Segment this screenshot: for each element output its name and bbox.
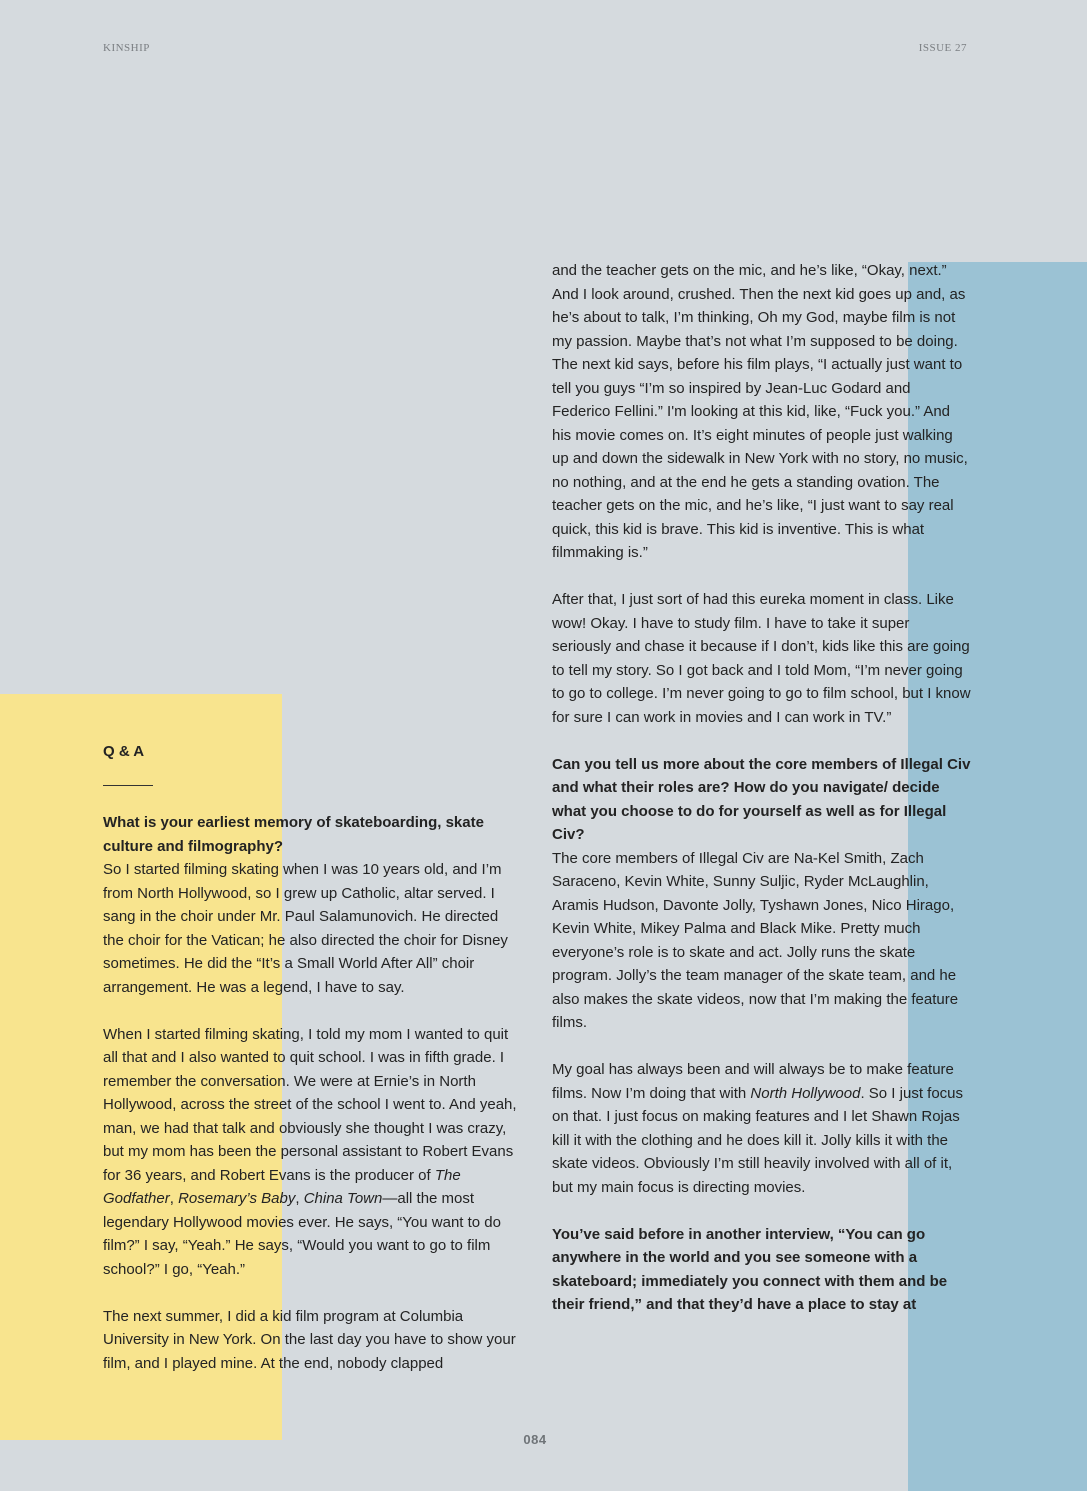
section-label: Q & A [103, 743, 145, 760]
answer-2-paragraph-2: My goal has always been and will always be to make feature films. Now I’m doing that with North Hollywood. So I just focus on that. I just focus on making features and I let Shawn Rojas kill it with the clothing and he does kill it. Jolly kills it with the skate videos. Obviously I’m still heavily involved with all of it, but my main focus is directing movies. [552, 1061, 963, 1196]
answer-1-paragraph-1: So I started filming skating when I was 10 years old, and I’m from North Hollywood, so I grew up Catholic, altar served. I sang in the choir under Mr. Paul Salamunovich. He directed the choir for the Vatican; he also directed the choir for Disney sometimes. He did the “It’s a Small World After All” choir arrangement. He was a legend, I have to say. [103, 861, 508, 996]
magazine-name: KINSHIP [103, 42, 150, 54]
film-title-godfather: The Godfather [103, 1166, 461, 1207]
film-title-rosemarys-baby: Rosemary’s Baby [178, 1190, 296, 1207]
left-column [103, 740, 519, 1375]
question-3: You’ve said before in another interview, “You can go anywhere in the world and you see someone with a skateboard; immediately you connect with them and be their friend,” and that they’d have a place to stay at [552, 1225, 948, 1313]
answer-1-paragraph-4: and the teacher gets on the mic, and he’s like, “Okay, next.” And I look around, crushed. Then the next kid goes up and, as he’s about to talk, I’m thinking, Oh my God, maybe film is not my passion. Maybe that’s not what I’m supposed to be doing. The next kid says, before his film plays, “I actually just want to tell you guys “I’m so inspired by Jean-Luc Godard and Federico Fellini.” I'm looking at this kid, like, “Fuck you.” And his movie comes on. It’s eight minutes of people just walking up and down the sidewalk in New York with no story, no music, no nothing, and at the end he gets a standing ovation. The teacher gets on the mic, and he’s like, “I just want to say real quick, this kid is brave. This kid is inventive. This is what filmmaking is.” [552, 262, 968, 561]
page-number: 084 [523, 1432, 547, 1447]
answer-1-paragraph-3: The next summer, I did a kid film program at Columbia University in New York. On the last day you have to show your film, and I played mine. At the end, nobody clapped [103, 1307, 516, 1372]
film-title-china-town: China Town [303, 1190, 383, 1207]
answer-2-paragraph-1: The core members of Illegal Civ are Na-Kel Smith, Zach Saraceno, Kevin White, Sunny Suljic, Ryder McLaughlin, Aramis Hudson, Davonte Jolly, Tyshawn Jones, Nico Hirago, Kevin White, Mikey Palma and Black Mike. Pretty much everyone’s role is to skate and act. Jolly runs the skate program. Jolly’s the team manager of the skate team, and he also makes the skate videos, now that I’m making the feature films. [552, 849, 959, 1031]
question-2: Can you tell us more about the core members of Illegal Civ and what their roles are? How do you navigate/ decide what you choose to do for yourself as well as for Illegal Civ? [552, 755, 971, 843]
issue-number: ISSUE 27 [918, 42, 967, 54]
film-title-north-hollywood: North Hollywood [750, 1084, 861, 1102]
question-1: What is your earliest memory of skateboarding, skate culture and filmography? [103, 814, 484, 855]
answer-1-paragraph-2: When I started filming skating, I told my mom I wanted to quit all that and I also wanted to quit school. I was in fifth grade. I remember the conversation. We were at Ernie’s in North Hollywood, across the street of the school I went to. And yeah, man, we had that talk and obviously she thought I was crazy, but my mom has been the personal assistant to Robert Evans for 36 years, and Robert Evans is the producer of The Godfather, Rosemary’s Baby, China Town—all the most legendary Hollywood movies ever. He says, “You want to do film?” I say, “Yeah.” He says, “Would you want to go to film school?” I go, “Yeah.” [103, 1025, 517, 1278]
answer-1-paragraph-5: After that, I just sort of had this eureka moment in class. Like wow! Okay. I have to study film. I have to take it super seriously and chase it because if I don’t, kids like this are going to tell my story. So I got back and I told Mom, “I’m never going to go to college. I’m never going to go to film school, but I know for sure I can work in movies and I can work in TV.” [552, 591, 971, 726]
section-rule [103, 785, 153, 786]
right-column [552, 259, 972, 1317]
